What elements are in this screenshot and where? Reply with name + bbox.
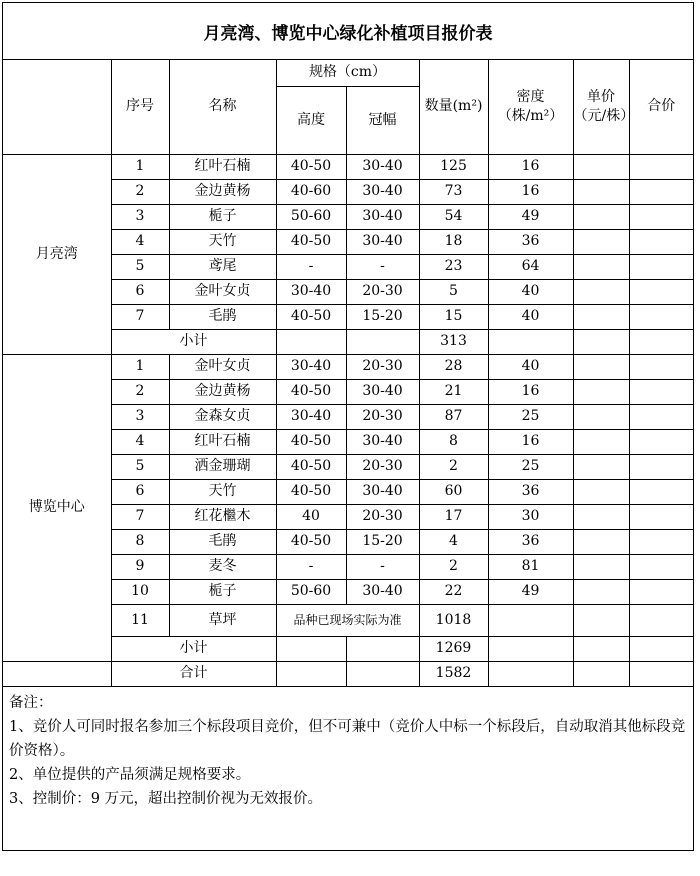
cell-height: 40-50	[276, 304, 346, 329]
cell-total-price	[629, 279, 693, 304]
cell-unit-price	[573, 254, 629, 279]
total-qty: 1582	[419, 661, 488, 686]
cell-total-price	[629, 429, 693, 454]
subtotal-qty: 313	[419, 329, 488, 354]
cell-qty: 87	[419, 404, 488, 429]
cell-unit-price	[573, 529, 629, 554]
cell-seq: 8	[111, 529, 169, 554]
cell-unit-price	[573, 454, 629, 479]
cell-qty: 8	[419, 429, 488, 454]
cell-height: 40	[276, 504, 346, 529]
cell-qty: 4	[419, 529, 488, 554]
cell-density: 36	[488, 229, 573, 254]
cell-empty	[346, 661, 419, 686]
cell-unit-price	[573, 429, 629, 454]
cell-crown: 15-20	[346, 304, 419, 329]
cell-qty: 18	[419, 229, 488, 254]
cell-unit-price	[573, 179, 629, 204]
cell-density: 49	[488, 204, 573, 229]
cell-height: 40-50	[276, 529, 346, 554]
cell-name: 草坪	[169, 604, 276, 636]
cell-density: 16	[488, 429, 573, 454]
note-item: 1、竞价人可同时报名参加三个标段项目竞价，但不可兼中（竞价人中标一个标段后，自动取消其他标段竞价资格）。	[9, 718, 686, 759]
cell-density: 16	[488, 379, 573, 404]
notes-section	[3, 687, 693, 811]
cell-qty: 22	[419, 579, 488, 604]
total-row	[3, 661, 693, 686]
cell-seq: 4	[111, 429, 169, 454]
cell-seq: 11	[111, 604, 169, 636]
cell-density: 16	[488, 154, 573, 179]
table-title: 月亮湾、博览中心绿化补植项目报价表	[3, 3, 693, 60]
cell-density: 49	[488, 579, 573, 604]
cell-name: 天竹	[169, 479, 276, 504]
cell-empty	[573, 661, 629, 686]
header-unit-price: 单价（元/株）	[573, 60, 629, 154]
cell-seq: 5	[111, 454, 169, 479]
cell-seq: 5	[111, 254, 169, 279]
cell-density: 40	[488, 354, 573, 379]
header-total-price: 合价	[629, 60, 693, 154]
cell-seq: 1	[111, 354, 169, 379]
cell-crown: 20-30	[346, 279, 419, 304]
cell-crown: 30-40	[346, 479, 419, 504]
cell-crown: 30-40	[346, 229, 419, 254]
header-seq: 序号	[111, 60, 169, 154]
note-item: 3、控制价：9 万元，超出控制价视为无效报价。	[9, 790, 323, 807]
cell-seq: 9	[111, 554, 169, 579]
cell-total-price	[629, 479, 693, 504]
cell-seq: 6	[111, 479, 169, 504]
cell-total-price	[629, 254, 693, 279]
section-name-2: 博览中心	[3, 354, 111, 661]
cell-density	[488, 604, 573, 636]
header-qty: 数量(m²)	[419, 60, 488, 154]
cell-empty	[573, 329, 629, 354]
cell-empty	[629, 636, 693, 661]
quotation-table	[3, 60, 693, 687]
cell-height: 30-40	[276, 354, 346, 379]
cell-name: 鸢尾	[169, 254, 276, 279]
cell-qty: 28	[419, 354, 488, 379]
cell-seq: 10	[111, 579, 169, 604]
header-crown: 冠幅	[346, 86, 419, 154]
cell-seq: 3	[111, 404, 169, 429]
cell-height: -	[276, 254, 346, 279]
subtotal-qty: 1269	[419, 636, 488, 661]
cell-total-price	[629, 304, 693, 329]
cell-total-price	[629, 529, 693, 554]
section-name-1: 月亮湾	[3, 154, 111, 354]
cell-name: 金叶女贞	[169, 279, 276, 304]
cell-seq: 6	[111, 279, 169, 304]
cell-name: 毛鹃	[169, 529, 276, 554]
cell-density: 25	[488, 404, 573, 429]
cell-density: 40	[488, 279, 573, 304]
cell-total-price	[629, 404, 693, 429]
cell-empty	[488, 636, 573, 661]
cell-qty: 5	[419, 279, 488, 304]
cell-qty: 1018	[419, 604, 488, 636]
cell-qty: 15	[419, 304, 488, 329]
cell-total-price	[629, 579, 693, 604]
cell-seq: 7	[111, 504, 169, 529]
cell-height: -	[276, 554, 346, 579]
cell-empty	[276, 636, 346, 661]
cell-crown: 30-40	[346, 179, 419, 204]
subtotal-label: 小计	[111, 329, 276, 354]
cell-total-price	[629, 379, 693, 404]
cell-total-price	[629, 604, 693, 636]
cell-density: 25	[488, 454, 573, 479]
cell-seq: 1	[111, 154, 169, 179]
cell-height: 30-40	[276, 404, 346, 429]
subtotal-label: 小计	[111, 636, 276, 661]
total-label: 合计	[111, 661, 276, 686]
cell-name: 栀子	[169, 204, 276, 229]
cell-height: 40-50	[276, 379, 346, 404]
cell-empty	[346, 636, 419, 661]
cell-unit-price	[573, 479, 629, 504]
cell-qty: 2	[419, 554, 488, 579]
cell-unit-price	[573, 154, 629, 179]
cell-empty	[629, 329, 693, 354]
cell-total-price	[629, 504, 693, 529]
header-blank-cell	[3, 60, 111, 154]
cell-height: 40-60	[276, 179, 346, 204]
cell-crown: 20-30	[346, 504, 419, 529]
cell-name: 红花檵木	[169, 504, 276, 529]
cell-unit-price	[573, 304, 629, 329]
cell-height: 50-60	[276, 579, 346, 604]
cell-name: 金叶女贞	[169, 354, 276, 379]
cell-name: 金边黄杨	[169, 179, 276, 204]
cell-unit-price	[573, 504, 629, 529]
cell-crown: 30-40	[346, 154, 419, 179]
cell-empty	[488, 661, 573, 686]
cell-empty	[3, 661, 111, 686]
cell-qty: 54	[419, 204, 488, 229]
cell-height: 40-50	[276, 479, 346, 504]
cell-crown: 20-30	[346, 354, 419, 379]
cell-crown: 30-40	[346, 204, 419, 229]
cell-height: 40-50	[276, 454, 346, 479]
cell-seq: 7	[111, 304, 169, 329]
cell-spec-note: 品种已现场实际为准	[276, 604, 419, 636]
cell-qty: 23	[419, 254, 488, 279]
cell-density: 30	[488, 504, 573, 529]
cell-name: 洒金珊瑚	[169, 454, 276, 479]
cell-qty: 73	[419, 179, 488, 204]
cell-seq: 2	[111, 379, 169, 404]
cell-crown: 30-40	[346, 429, 419, 454]
cell-name: 红叶石楠	[169, 154, 276, 179]
cell-density: 81	[488, 554, 573, 579]
cell-density: 36	[488, 529, 573, 554]
cell-total-price	[629, 204, 693, 229]
cell-height: 40-50	[276, 154, 346, 179]
cell-density: 64	[488, 254, 573, 279]
cell-unit-price	[573, 554, 629, 579]
table-row	[3, 354, 693, 379]
cell-crown: -	[346, 554, 419, 579]
cell-name: 麦冬	[169, 554, 276, 579]
cell-name: 天竹	[169, 229, 276, 254]
cell-qty: 60	[419, 479, 488, 504]
table-row	[3, 154, 693, 179]
cell-crown: 30-40	[346, 579, 419, 604]
quotation-sheet	[2, 2, 694, 851]
cell-height: 30-40	[276, 279, 346, 304]
cell-height: 40-50	[276, 229, 346, 254]
cell-crown: -	[346, 254, 419, 279]
header-height: 高度	[276, 86, 346, 154]
cell-empty	[488, 329, 573, 354]
cell-height: 50-60	[276, 204, 346, 229]
cell-total-price	[629, 179, 693, 204]
cell-density: 40	[488, 304, 573, 329]
cell-unit-price	[573, 279, 629, 304]
cell-crown: 20-30	[346, 454, 419, 479]
header-spec: 规格（cm）	[276, 60, 419, 86]
cell-seq: 3	[111, 204, 169, 229]
cell-density: 36	[488, 479, 573, 504]
cell-empty	[276, 329, 346, 354]
cell-qty: 21	[419, 379, 488, 404]
cell-name: 栀子	[169, 579, 276, 604]
notes-heading: 备注：	[9, 694, 53, 711]
cell-height: 40-50	[276, 429, 346, 454]
cell-total-price	[629, 154, 693, 179]
cell-unit-price	[573, 229, 629, 254]
cell-empty	[629, 661, 693, 686]
header-density: 密度（株/m²）	[488, 60, 573, 154]
cell-total-price	[629, 229, 693, 254]
cell-qty: 2	[419, 454, 488, 479]
cell-qty: 17	[419, 504, 488, 529]
cell-name: 金边黄杨	[169, 379, 276, 404]
header-name: 名称	[169, 60, 276, 154]
cell-unit-price	[573, 579, 629, 604]
cell-total-price	[629, 354, 693, 379]
cell-unit-price	[573, 379, 629, 404]
cell-name: 金森女贞	[169, 404, 276, 429]
cell-crown: 20-30	[346, 404, 419, 429]
cell-unit-price	[573, 204, 629, 229]
cell-name: 毛鹃	[169, 304, 276, 329]
cell-density: 16	[488, 179, 573, 204]
cell-qty: 125	[419, 154, 488, 179]
cell-total-price	[629, 554, 693, 579]
cell-unit-price	[573, 404, 629, 429]
cell-seq: 4	[111, 229, 169, 254]
cell-unit-price	[573, 354, 629, 379]
cell-empty	[573, 636, 629, 661]
cell-empty	[276, 661, 346, 686]
cell-unit-price	[573, 604, 629, 636]
cell-total-price	[629, 454, 693, 479]
cell-name: 红叶石楠	[169, 429, 276, 454]
cell-seq: 2	[111, 179, 169, 204]
cell-crown: 15-20	[346, 529, 419, 554]
cell-crown: 30-40	[346, 379, 419, 404]
note-item: 2、单位提供的产品须满足规格要求。	[9, 766, 251, 783]
cell-empty	[346, 329, 419, 354]
